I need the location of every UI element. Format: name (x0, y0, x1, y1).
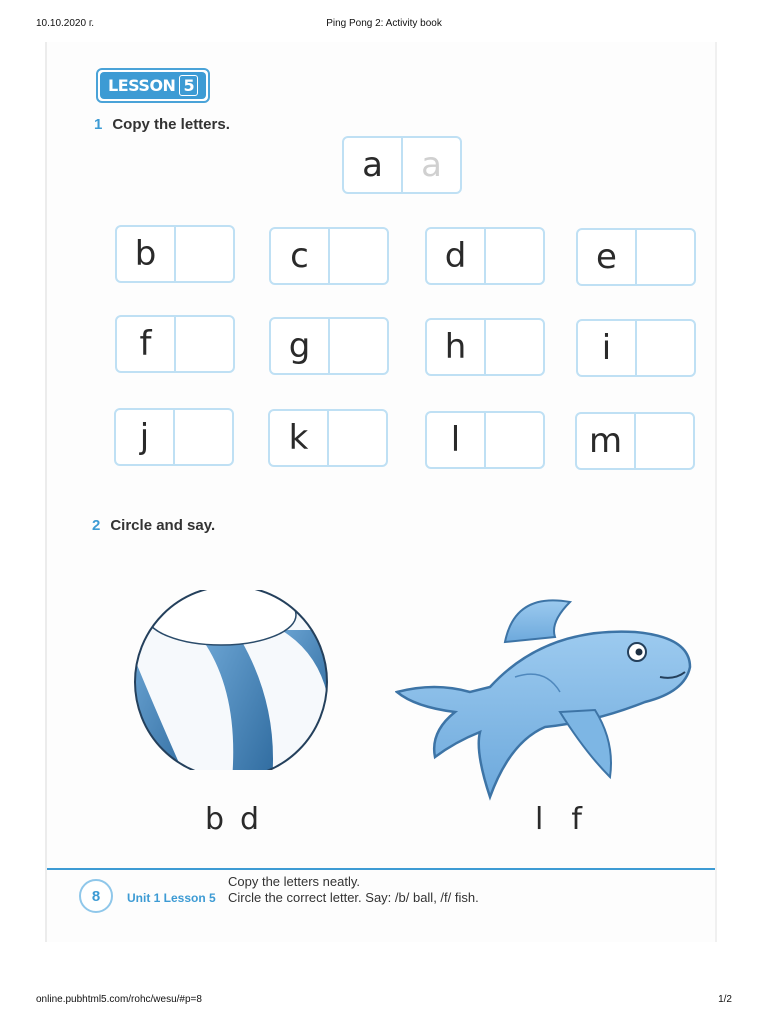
letter-box (576, 319, 696, 377)
task-2-title: Circle and say. (110, 517, 216, 534)
copy-cell[interactable] (328, 319, 387, 373)
fish-icon (395, 592, 695, 802)
letter-j: j (139, 417, 150, 457)
copy-cell[interactable] (328, 229, 387, 283)
letter-box (425, 411, 545, 469)
copy-cell[interactable] (634, 414, 693, 468)
option-l[interactable]: l (535, 802, 544, 837)
workbook-page (45, 42, 717, 942)
task-2-heading (92, 517, 215, 534)
unit-label: Unit 1 Lesson 5 (127, 891, 216, 905)
option-d[interactable]: d (240, 802, 260, 837)
option-b[interactable]: b (205, 802, 225, 837)
copy-cell[interactable] (635, 321, 694, 375)
page-number: 8 (79, 879, 113, 913)
letter-l: l (450, 420, 461, 460)
print-url: online.pubhtml5.com/rohc/wesu/#p=8 (36, 994, 202, 1005)
option-f[interactable]: f (571, 802, 582, 837)
letter-h: h (444, 327, 467, 367)
copy-cell[interactable] (484, 229, 543, 283)
letter-c: c (290, 236, 309, 276)
task-1-heading (94, 116, 230, 133)
copy-cell[interactable] (174, 227, 233, 281)
ball-answer-options (197, 802, 267, 837)
task-1-title: Copy the letters. (112, 116, 230, 133)
beach-ball-icon (131, 590, 331, 770)
letter-m: m (588, 421, 623, 461)
copy-cell[interactable] (484, 320, 543, 374)
task-1-number: 1 (94, 116, 103, 133)
lesson-label: LESSON (108, 76, 176, 95)
example-trace-letter: a (421, 145, 442, 185)
letter-box (575, 412, 695, 470)
letter-e: e (596, 237, 617, 277)
letter-box (115, 225, 235, 283)
instruction-line-2: Circle the correct letter. Say: /b/ ball, /f/ fish. (228, 890, 479, 905)
copy-cell[interactable] (635, 230, 694, 284)
print-page-count: 1/2 (718, 994, 732, 1005)
letter-g: g (288, 326, 311, 366)
print-date: 10.10.2020 г. (36, 18, 95, 29)
letter-i: i (601, 328, 612, 368)
letter-f: f (139, 324, 152, 364)
example-letter: a (362, 145, 383, 185)
letter-box (114, 408, 234, 466)
letter-d: d (444, 236, 467, 276)
letter-box (268, 409, 388, 467)
lesson-badge (96, 68, 210, 103)
copy-cell[interactable] (327, 411, 386, 465)
instruction-line-1: Copy the letters neatly. (228, 874, 360, 889)
example-letter-box (342, 136, 462, 194)
letter-box (425, 318, 545, 376)
letter-box (269, 227, 389, 285)
task-2-number: 2 (92, 517, 101, 534)
letter-box (115, 315, 235, 373)
letter-b: b (134, 234, 157, 274)
fish-answer-options (527, 802, 590, 837)
copy-cell[interactable] (174, 317, 233, 371)
footer-divider (47, 868, 715, 870)
copy-cell[interactable] (173, 410, 232, 464)
letter-box (269, 317, 389, 375)
letter-box (425, 227, 545, 285)
lesson-number: 5 (179, 75, 198, 96)
print-title: Ping Pong 2: Activity book (326, 18, 442, 29)
teacher-instructions (228, 874, 479, 906)
letter-k: k (288, 418, 309, 458)
copy-cell[interactable] (484, 413, 543, 467)
letter-box (576, 228, 696, 286)
